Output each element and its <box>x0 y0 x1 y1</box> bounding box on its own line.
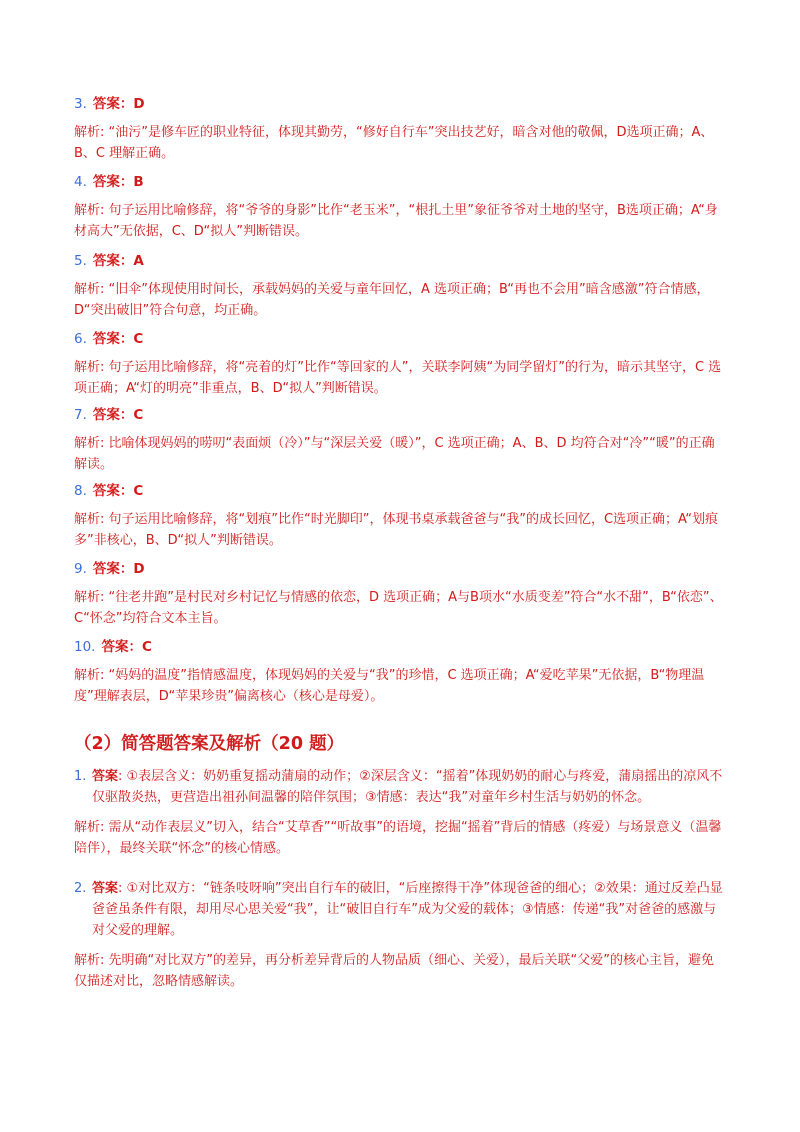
answer: 答案：B <box>92 174 144 190</box>
explanation-label: 解析: <box>74 512 105 527</box>
short-answer-1 <box>74 766 724 859</box>
question-number: 2. <box>74 881 87 896</box>
explanation <box>74 950 724 992</box>
question-7 <box>74 406 724 475</box>
answer: 答案：A <box>92 253 144 269</box>
question-number: 9. <box>74 561 87 577</box>
explanation-label: 解析: <box>74 590 105 605</box>
short-answer-2 <box>74 878 724 992</box>
answer: 答案：D <box>92 561 145 577</box>
answer-label: 答案 <box>92 881 119 896</box>
explanation-label: 解析: <box>74 668 105 683</box>
explanation-text: 先明确“对比双方”的差异，再分析差异背后的人物品质（细心、关爱），最后关联“父爱”的核心主旨，避免仅描述对比，忽略情感解读。 <box>74 953 714 989</box>
explanation <box>74 200 724 242</box>
answer: 答案：D <box>92 96 145 112</box>
explanation <box>74 509 724 551</box>
question-5 <box>74 252 724 321</box>
answer-label: 答案 <box>92 769 119 784</box>
explanation-text: 句子运用比喻修辞，将“爷爷的身影”比作“老玉米”，“根扎土里”象征爷爷对土地的坚守，B选项正确；A“身材高大”无依据，C、D“拟人”判断错误。 <box>74 203 718 239</box>
explanation-text: 需从“动作表层义”切入，结合“艾草香”“听故事”的语境，挖掘“摇着”背后的情感（疼爱）与场景意义（温馨陪伴），最终关联“怀念”的核心情感。 <box>74 820 722 856</box>
explanation-label: 解析: <box>74 820 105 835</box>
question-number: 7. <box>74 407 87 423</box>
explanation-label: 解析: <box>74 436 105 451</box>
question-4 <box>74 173 724 242</box>
explanation <box>74 122 724 164</box>
explanation-label: 解析: <box>74 203 105 218</box>
explanation <box>74 817 724 859</box>
explanation-label: 解析: <box>74 125 105 140</box>
answer: 答案：C <box>92 483 144 499</box>
question-number: 8. <box>74 483 87 499</box>
explanation-label: 解析: <box>74 360 105 375</box>
explanation-label: 解析: <box>74 953 105 968</box>
question-9 <box>74 560 724 629</box>
explanation <box>74 357 724 399</box>
explanation <box>74 587 724 629</box>
question-3 <box>74 95 724 164</box>
explanation-label: 解析: <box>74 282 105 297</box>
explanation <box>74 279 724 321</box>
short-answer <box>74 878 724 941</box>
short-answer <box>74 766 724 808</box>
explanation-text: “旧伞”体现使用时间长，承载妈妈的关爱与童年回忆，A 选项正确；B“再也不会用”暗含感激”符合情感，D“突出破旧”符合句意，均正确。 <box>74 282 710 318</box>
answer: 答案：C <box>101 639 152 655</box>
answer-text: : ①表层含义：奶奶重复摇动蒲扇的动作；②深层含义：“摇着”体现奶奶的耐心与疼爱，蒲扇摇出的凉风不仅驱散炎热，更营造出祖孙间温馨的陪伴氛围；③情感：表达“我”对童年乡村生活与奶奶的怀念。 <box>92 769 723 805</box>
explanation-text: 句子运用比喻修辞，将“划痕”比作“时光脚印”，体现书桌承载爸爸与“我”的成长回忆，C选项正确；A“划痕多”非核心，B、D“拟人”判断错误。 <box>74 512 718 548</box>
question-number: 10. <box>74 639 96 655</box>
explanation <box>74 665 724 707</box>
question-6 <box>74 330 724 399</box>
answer-text: : ①对比双方：“链条吱呀响”突出自行车的破旧，“后座擦得干净”体现爸爸的细心；②效果：通过反差凸显爸爸虽条件有限，却用尽心思关爱“我”，让“破旧自行车”成为父爱的载体；③情感：传递“我”对爸爸的感激与对父爱的理解。 <box>92 881 723 938</box>
question-number: 3. <box>74 96 87 112</box>
question-number: 6. <box>74 331 87 347</box>
explanation-text: “妈妈的温度”指情感温度，体现妈妈的关爱与“我”的珍惜，C 选项正确；A“爱吃苹果”无依据，B“物理温度”理解表层，D“苹果珍贵”偏离核心（核心是母爱）。 <box>74 668 705 704</box>
explanation <box>74 433 724 475</box>
question-8 <box>74 482 724 551</box>
question-10 <box>74 638 724 707</box>
question-number: 4. <box>74 174 87 190</box>
explanation-text: 比喻体现妈妈的唠叨“表面烦（冷）”与“深层关爱（暖）”，C 选项正确；A、B、D 均符合对“冷”“暖”的正确解读。 <box>74 436 715 472</box>
answer: 答案：C <box>92 407 144 423</box>
explanation-text: “油污”是修车匠的职业特征，体现其勤劳，“修好自行车”突出技艺好，暗含对他的敬佩，D选项正确；A、B、C 理解正确。 <box>74 125 714 161</box>
question-number: 1. <box>74 769 87 784</box>
explanation-text: 句子运用比喻修辞，将“亮着的灯”比作“等回家的人”，关联李阿姨“为同学留灯”的行为，暗示其坚守，C 选项正确；A“灯的明亮”非重点，B、D“拟人”判断错误。 <box>74 360 722 396</box>
question-number: 5. <box>74 253 87 269</box>
answer: 答案：C <box>92 331 144 347</box>
explanation-text: “往老井跑”是村民对乡村记忆与情感的依恋，D 选项正确；A与B项水“水质变差”符合“水不甜”，B“依恋”、C“怀念”均符合文本主旨。 <box>74 590 723 626</box>
section-title: （2）简答题答案及解析（20 题） <box>74 734 345 754</box>
